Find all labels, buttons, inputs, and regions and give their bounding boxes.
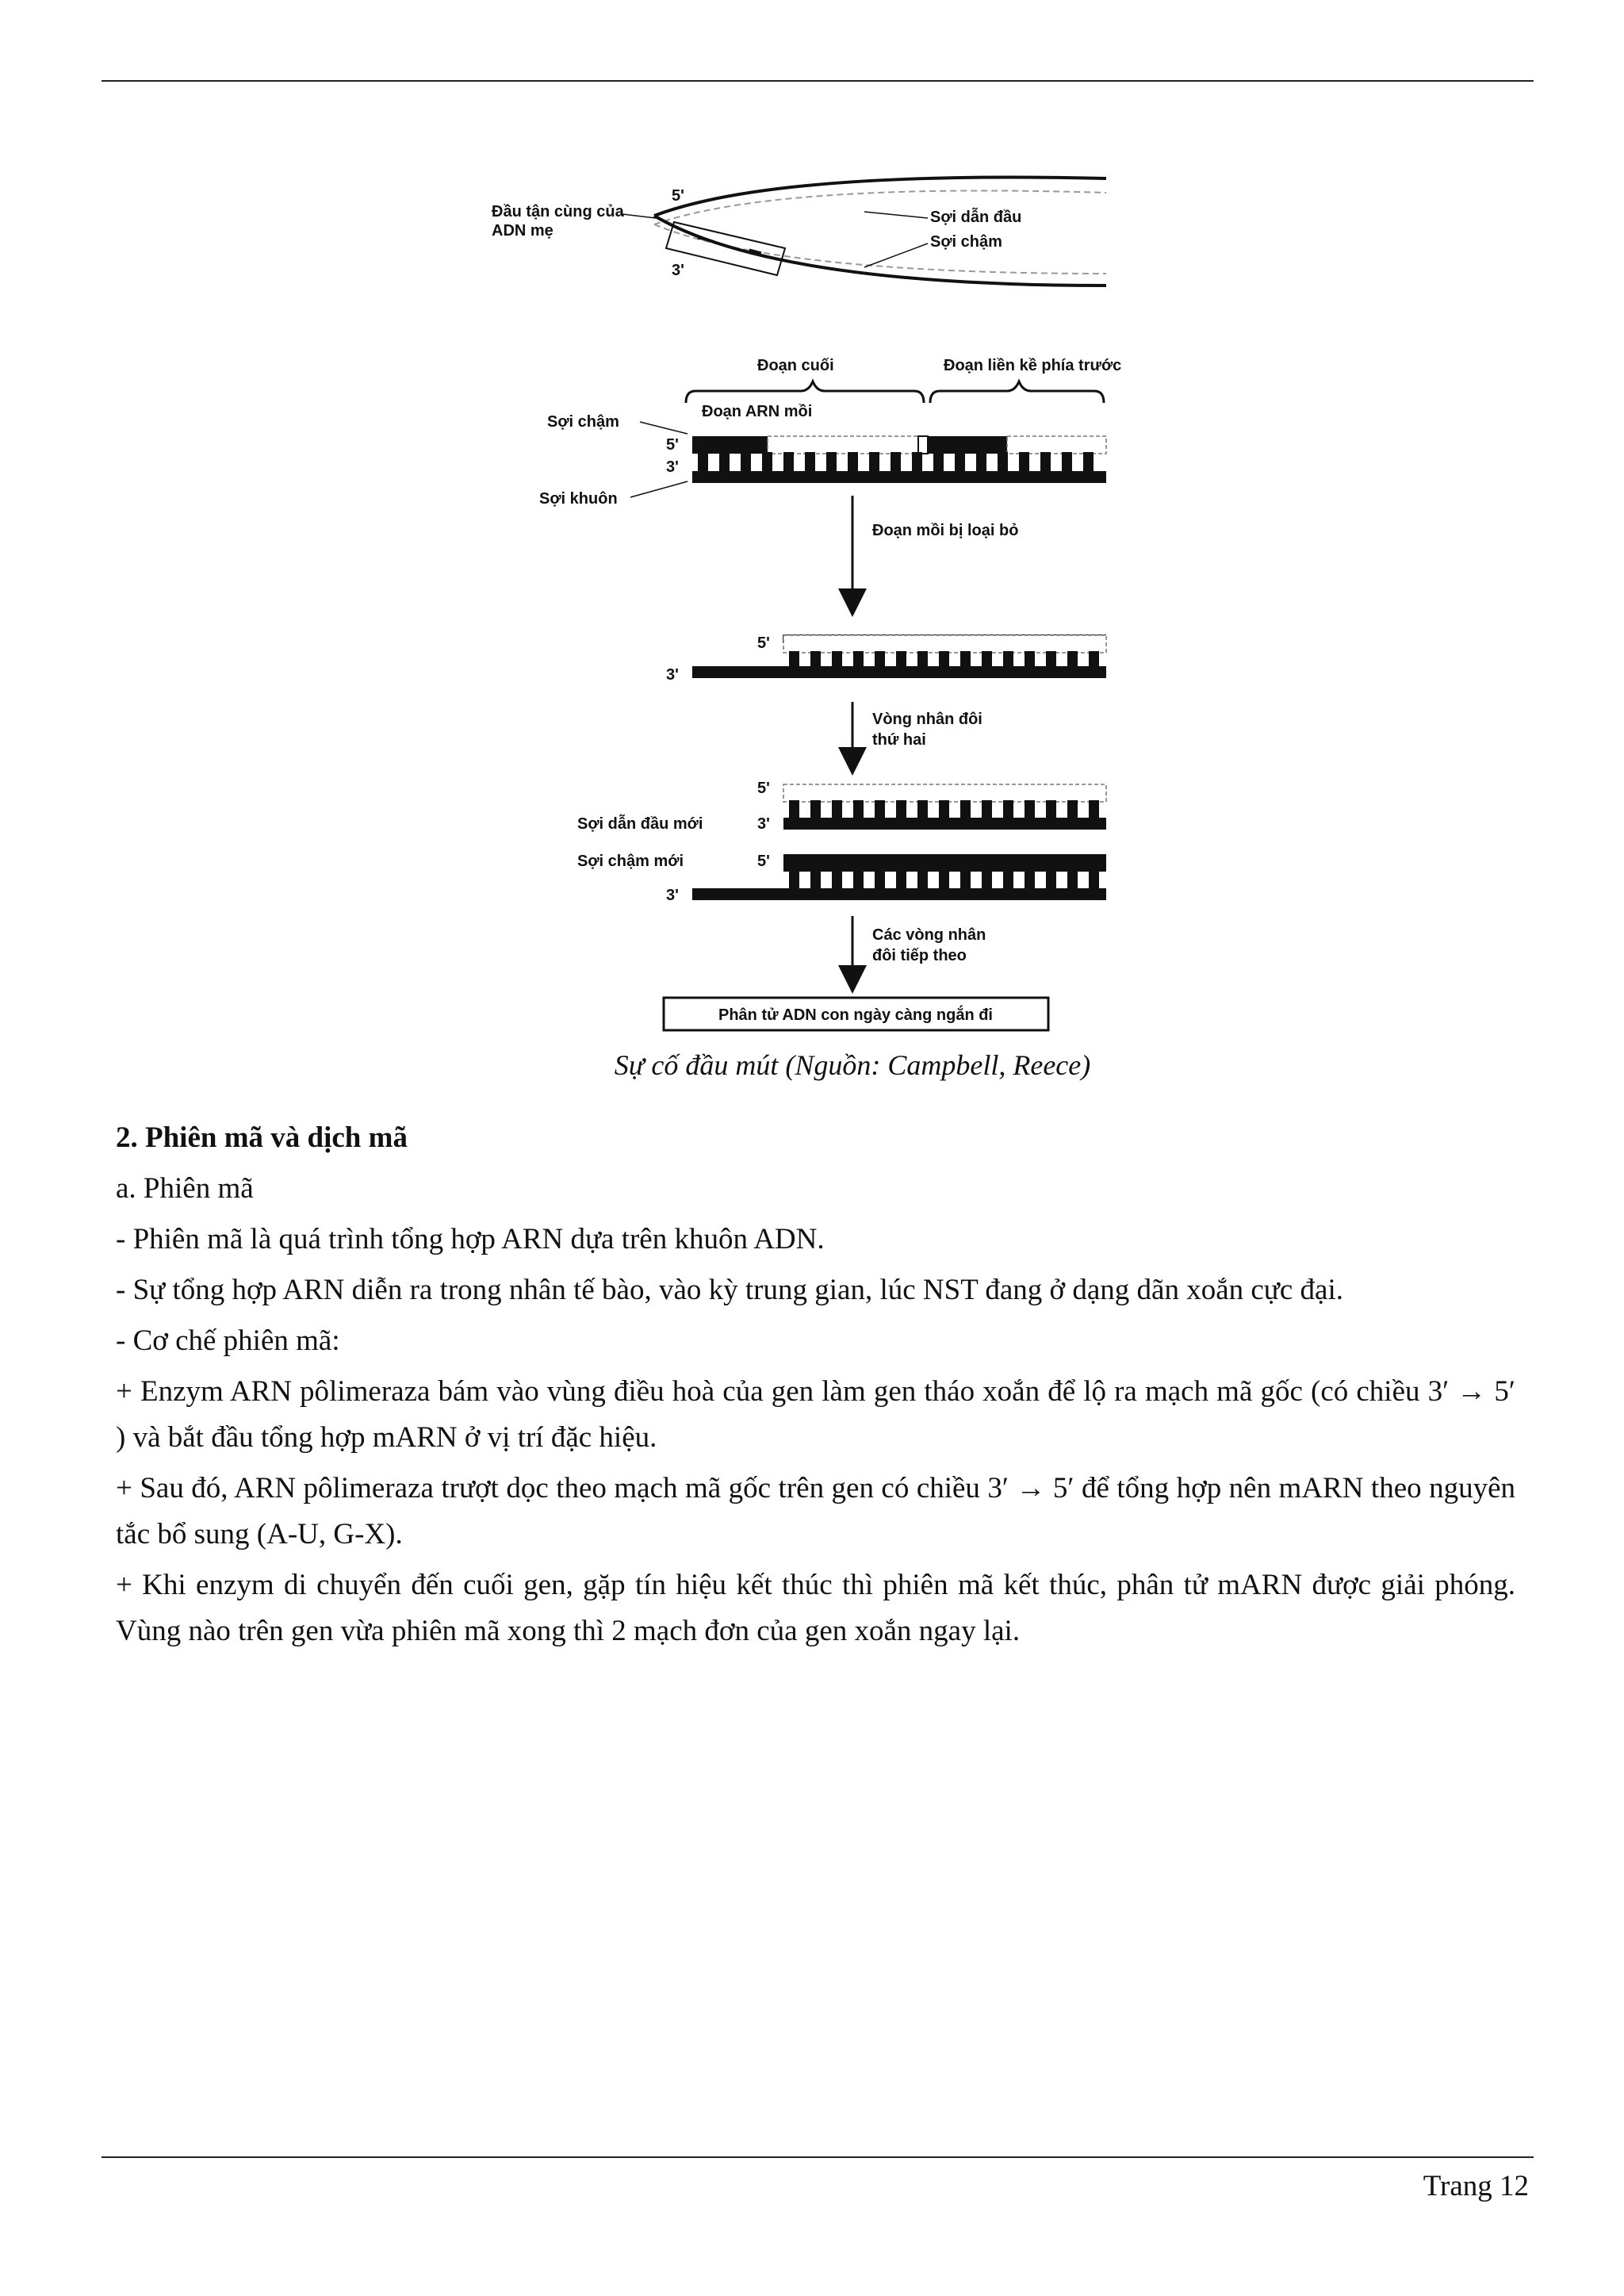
base-pair-rung [982, 800, 992, 819]
header-rule [102, 80, 1534, 82]
base-pair-rung [810, 870, 821, 890]
base-pair-rung [1003, 651, 1013, 668]
subsection-heading: a. Phiên mã [116, 1172, 254, 1205]
label-3prime-p4a: 3' [757, 815, 770, 833]
base-pair-rung [1003, 870, 1013, 890]
base-pair-rung [939, 870, 949, 890]
base-pair-rung [1025, 800, 1035, 819]
paragraph: - Sự tổng hợp ARN diễn ra trong nhân tế bào, vào kỳ trung gian, lúc NST đang ở dạng dãn xoắn cực đại. [116, 1274, 1343, 1306]
label-3prime-top: 3' [672, 262, 684, 279]
label-second-round-1: Vòng nhân đôi [872, 711, 982, 728]
label-previous-fragment: Đoạn liền kề phía trước [944, 357, 1122, 374]
label-3prime-p2: 3' [666, 458, 679, 476]
base-pair-rung [1046, 800, 1056, 819]
base-pair-rung [719, 452, 730, 473]
telomere-problem-figure [440, 155, 1193, 1106]
base-pair-rung [810, 651, 821, 668]
base-pair-rung [1089, 800, 1099, 819]
label-new-lagging: Sợi chậm mới [577, 853, 684, 870]
label-leading-strand: Sợi dẫn đầu [930, 209, 1022, 226]
label-rna-primer: Đoạn ARN mồi [702, 403, 813, 420]
base-pair-rung [832, 800, 842, 819]
base-pair-rung [960, 870, 971, 890]
base-pair-rung [698, 452, 708, 473]
base-pair-rung [789, 870, 799, 890]
base-pair-rung [1089, 651, 1099, 668]
base-pair-rung [783, 452, 794, 473]
base-pair-rung [1025, 651, 1035, 668]
paragraph: - Cơ chế phiên mã: [116, 1324, 340, 1357]
base-pair-rung [805, 452, 815, 473]
base-pair-rung [1003, 800, 1013, 819]
section-heading: 2. Phiên mã và dịch mã [116, 1121, 408, 1154]
label-further-rounds-1: Các vòng nhân [872, 926, 986, 944]
paragraph: + Khi enzym di chuyển đến cuối gen, gặp tín hiệu kết thúc thì phiên mã kết thúc, phân tử mARN được giải phóng. Vùng nào trên gen vừa phiên mã xong thì 2 mạch đơn của gen xoắn ngay lại. [116, 1569, 1515, 1647]
figure-caption: Sự cố đầu mút (Nguồn: Campbell, Reece) [614, 1049, 1091, 1081]
base-pair-rung [1067, 651, 1078, 668]
base-pair-rung [955, 452, 965, 473]
base-pair-rung [875, 651, 885, 668]
paragraph: - Phiên mã là quá trình tổng hợp ARN dựa trên khuôn ADN. [116, 1223, 825, 1255]
base-pair-rung [917, 870, 928, 890]
label-template-strand: Sợi khuôn [539, 490, 618, 508]
base-pair-rung [933, 452, 944, 473]
base-pair-rung [1040, 452, 1051, 473]
base-pair-rung [891, 452, 901, 473]
label-lagging-strand: Sợi chậm [930, 233, 1002, 251]
base-pair-rung [789, 651, 799, 668]
base-pair-rung [1083, 452, 1094, 473]
base-pair-rung [939, 800, 949, 819]
base-pair-rung [939, 651, 949, 668]
base-pair-rung [982, 870, 992, 890]
base-pair-rung [1046, 870, 1056, 890]
base-pair-rung [853, 651, 864, 668]
figure-drawing [440, 155, 1193, 1106]
label-new-leading: Sợi dẫn đầu mới [577, 815, 703, 833]
base-pair-rung [741, 452, 751, 473]
base-pair-rung [826, 452, 837, 473]
base-pair-rung [832, 651, 842, 668]
base-pair-rung [912, 452, 922, 473]
base-pair-rung [960, 651, 971, 668]
base-pair-rung [762, 452, 772, 473]
label-primer-removed: Đoạn mồi bị loại bỏ [872, 522, 1019, 539]
label-3prime-p4b: 3' [666, 887, 679, 904]
base-pair-rung [1067, 800, 1078, 819]
base-pair-rung [832, 870, 842, 890]
base-pair-rung [998, 452, 1008, 473]
label-5prime-p4b: 5' [757, 853, 770, 870]
base-pair-rung [875, 800, 885, 819]
base-pair-rung [853, 870, 864, 890]
base-pair-rung [896, 870, 906, 890]
base-pair-rung [976, 452, 986, 473]
base-pair-rung [848, 452, 858, 473]
label-3prime-p3: 3' [666, 666, 679, 684]
label-5prime-top: 5' [672, 187, 684, 205]
base-pair-rung [1046, 651, 1056, 668]
base-pair-rung [1025, 870, 1035, 890]
base-pair-rung [875, 870, 885, 890]
label-result: Phân tử ADN con ngày càng ngắn đi [718, 1006, 993, 1024]
label-5prime-p2: 5' [666, 436, 679, 454]
base-pair-rung [917, 800, 928, 819]
label-further-rounds-2: đôi tiếp theo [872, 947, 967, 964]
base-pair-rung [896, 800, 906, 819]
label-second-round-2: thứ hai [872, 731, 926, 749]
base-pair-rung [917, 651, 928, 668]
base-pair-rung [1062, 452, 1072, 473]
base-pair-rung [1067, 870, 1078, 890]
label-5prime-p3: 5' [757, 634, 770, 652]
base-pair-rung [789, 800, 799, 819]
label-parent-end-1: Đầu tận cùng của [492, 203, 624, 220]
base-pair-rung [810, 800, 821, 819]
label-lagging-p2: Sợi chậm [547, 413, 619, 431]
label-5prime-p4a: 5' [757, 780, 770, 797]
base-pair-rung [982, 651, 992, 668]
footer-rule [102, 2156, 1534, 2158]
base-pair-rung [1089, 870, 1099, 890]
base-pair-rung [960, 800, 971, 819]
label-last-fragment: Đoạn cuối [757, 357, 834, 374]
page-number: Trang 12 [1423, 2170, 1529, 2202]
label-parent-end-2: ADN mẹ [492, 222, 553, 240]
base-pair-rung [896, 651, 906, 668]
paragraph: + Sau đó, ARN pôlimeraza trượt dọc theo mạch mã gốc trên gen có chiều 3′ → 5′ để tổng hợp nên mARN theo nguyên tắc bổ sung (A-U, G-X). [116, 1472, 1515, 1550]
paragraph: + Enzym ARN pôlimeraza bám vào vùng điều hoà của gen làm gen tháo xoắn để lộ ra mạch mã gốc (có chiều 3′ → 5′ ) và bắt đầu tổng hợp mARN ở vị trí đặc hiệu. [116, 1375, 1515, 1454]
base-pair-rung [1019, 452, 1029, 473]
base-pair-rung [869, 452, 879, 473]
base-pair-rung [853, 800, 864, 819]
main-content [116, 1113, 1515, 1659]
